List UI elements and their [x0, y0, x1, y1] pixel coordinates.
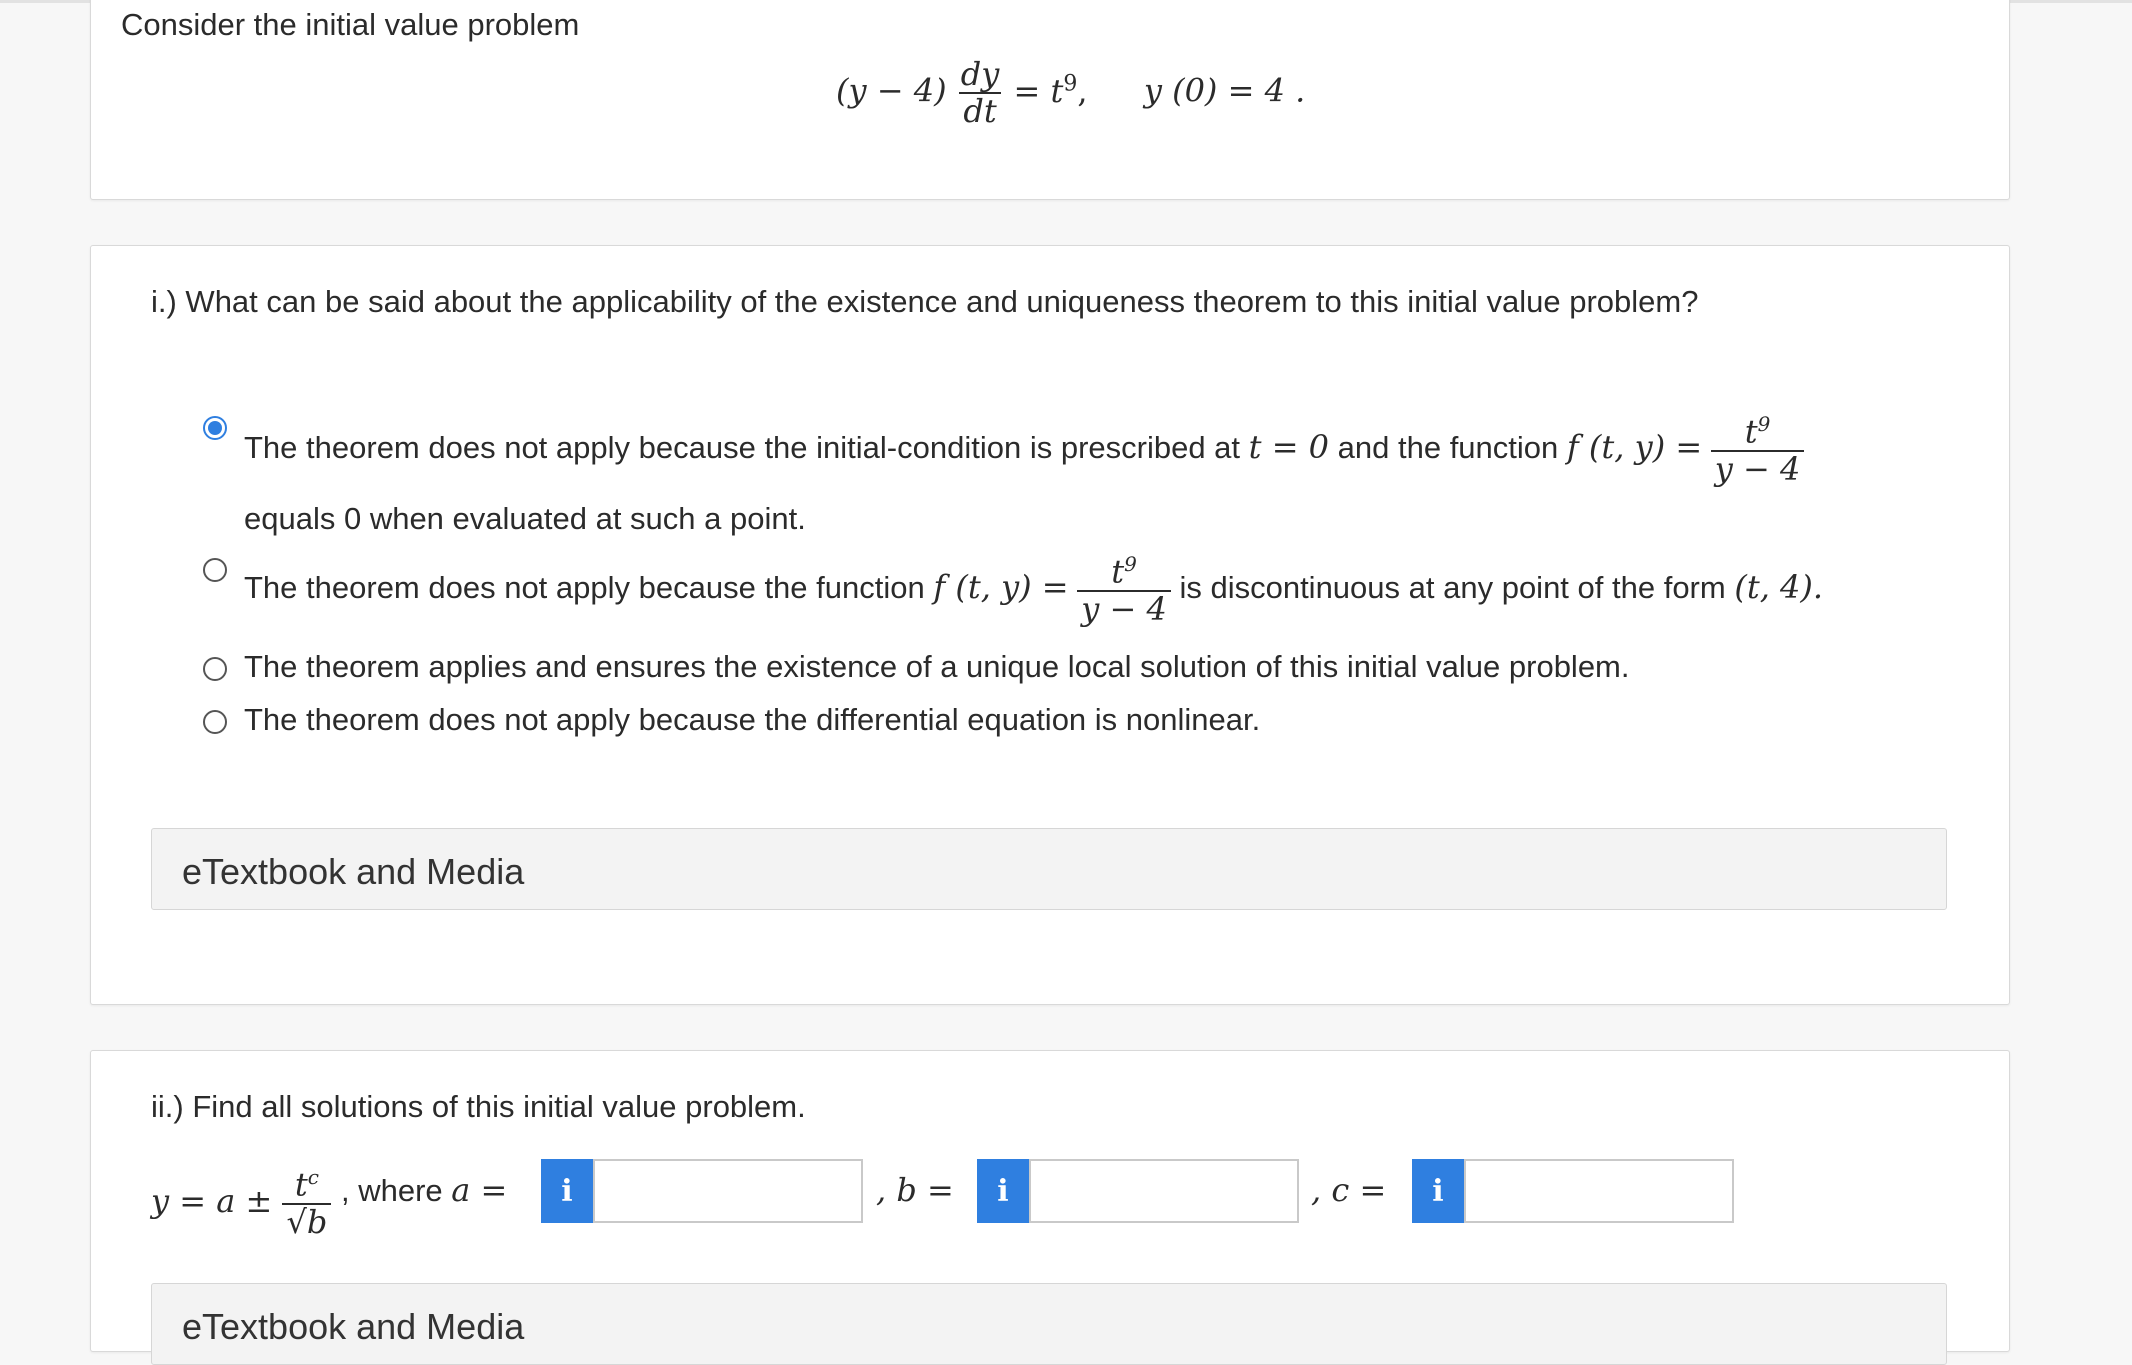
option-1-fraction: $\frac{t^9}{y - 4}$: [1711, 413, 1805, 487]
option-1-line2[interactable]: equals 0 when evaluated at such a point.: [244, 501, 806, 536]
answer-input-c[interactable]: [1464, 1159, 1734, 1223]
option-1-line1[interactable]: [244, 406, 1804, 489]
problem-intro: Consider the initial value problem: [121, 7, 580, 42]
info-button-b[interactable]: i: [977, 1159, 1029, 1223]
part2-card: [90, 1050, 2010, 1352]
option-2-fraction: $\frac{t^9}{y - 4}$: [1077, 553, 1171, 627]
option-1-text-b: and the function: [1337, 430, 1559, 465]
option-3-radio[interactable]: [203, 657, 227, 681]
option-2-text-a: The theorem does not apply because the function: [244, 570, 925, 605]
etextbook-media-2[interactable]: [151, 1283, 1947, 1365]
eq-rhs: = $t^9$,: [1013, 71, 1088, 110]
etextbook-media-1[interactable]: [151, 828, 1947, 910]
eq-deriv-num: dy: [960, 55, 1000, 93]
eq-deriv-den: dt: [959, 92, 1000, 129]
info-button-a[interactable]: i: [541, 1159, 593, 1223]
solution-fraction: $\frac{t^c}{√b}$: [282, 1166, 331, 1240]
where-label: , where a =: [341, 1171, 508, 1209]
option-4-radio[interactable]: [203, 710, 227, 734]
option-2-text-b: is discontinuous at any point of the form: [1179, 570, 1726, 605]
option-2-math-f: f (t, y) =: [933, 568, 1069, 606]
part1-question: i.) What can be said about the applicability of the existence and uniqueness theorem to this initial value problem?: [151, 284, 1699, 319]
etextbook-label-1: eTextbook and Media: [182, 851, 525, 892]
eq-derivative: [957, 57, 1004, 129]
part1-card: [90, 245, 2010, 1005]
option-1-math-t: t = 0: [1248, 428, 1330, 466]
c-equals-label: , c =: [1311, 1171, 1387, 1209]
option-4-text[interactable]: The theorem does not apply because the differential equation is nonlinear.: [244, 702, 1261, 737]
option-2-radio[interactable]: [203, 558, 227, 582]
option-1-text-a: The theorem does not apply because the initial-condition is prescribed at: [244, 430, 1241, 465]
solution-formula: [151, 1151, 331, 1251]
problem-card: [90, 0, 2010, 200]
option-1-radio[interactable]: [203, 416, 227, 440]
option-2-math-point: (t, 4).: [1734, 568, 1824, 606]
info-button-c[interactable]: i: [1412, 1159, 1464, 1223]
option-2-line[interactable]: [244, 546, 1823, 629]
etextbook-label-2: eTextbook and Media: [182, 1306, 525, 1347]
option-1-math-f: f (t, y) =: [1566, 428, 1703, 466]
option-3-text[interactable]: The theorem applies and ensures the existence of a unique local solution of this initial value problem.: [244, 649, 1630, 684]
part2-question: ii.) Find all solutions of this initial value problem.: [151, 1089, 806, 1124]
answer-input-b[interactable]: [1029, 1159, 1299, 1223]
solution-lhs: y = a ±: [151, 1182, 273, 1220]
eq-lhs-factor: (y − 4): [836, 71, 947, 110]
a-equals-label: a =: [451, 1171, 508, 1209]
problem-equation: [836, 57, 1305, 129]
b-equals-label: , b =: [876, 1171, 954, 1209]
answer-input-a[interactable]: [593, 1159, 863, 1223]
eq-initial-condition: y (0) = 4 .: [1143, 71, 1306, 110]
